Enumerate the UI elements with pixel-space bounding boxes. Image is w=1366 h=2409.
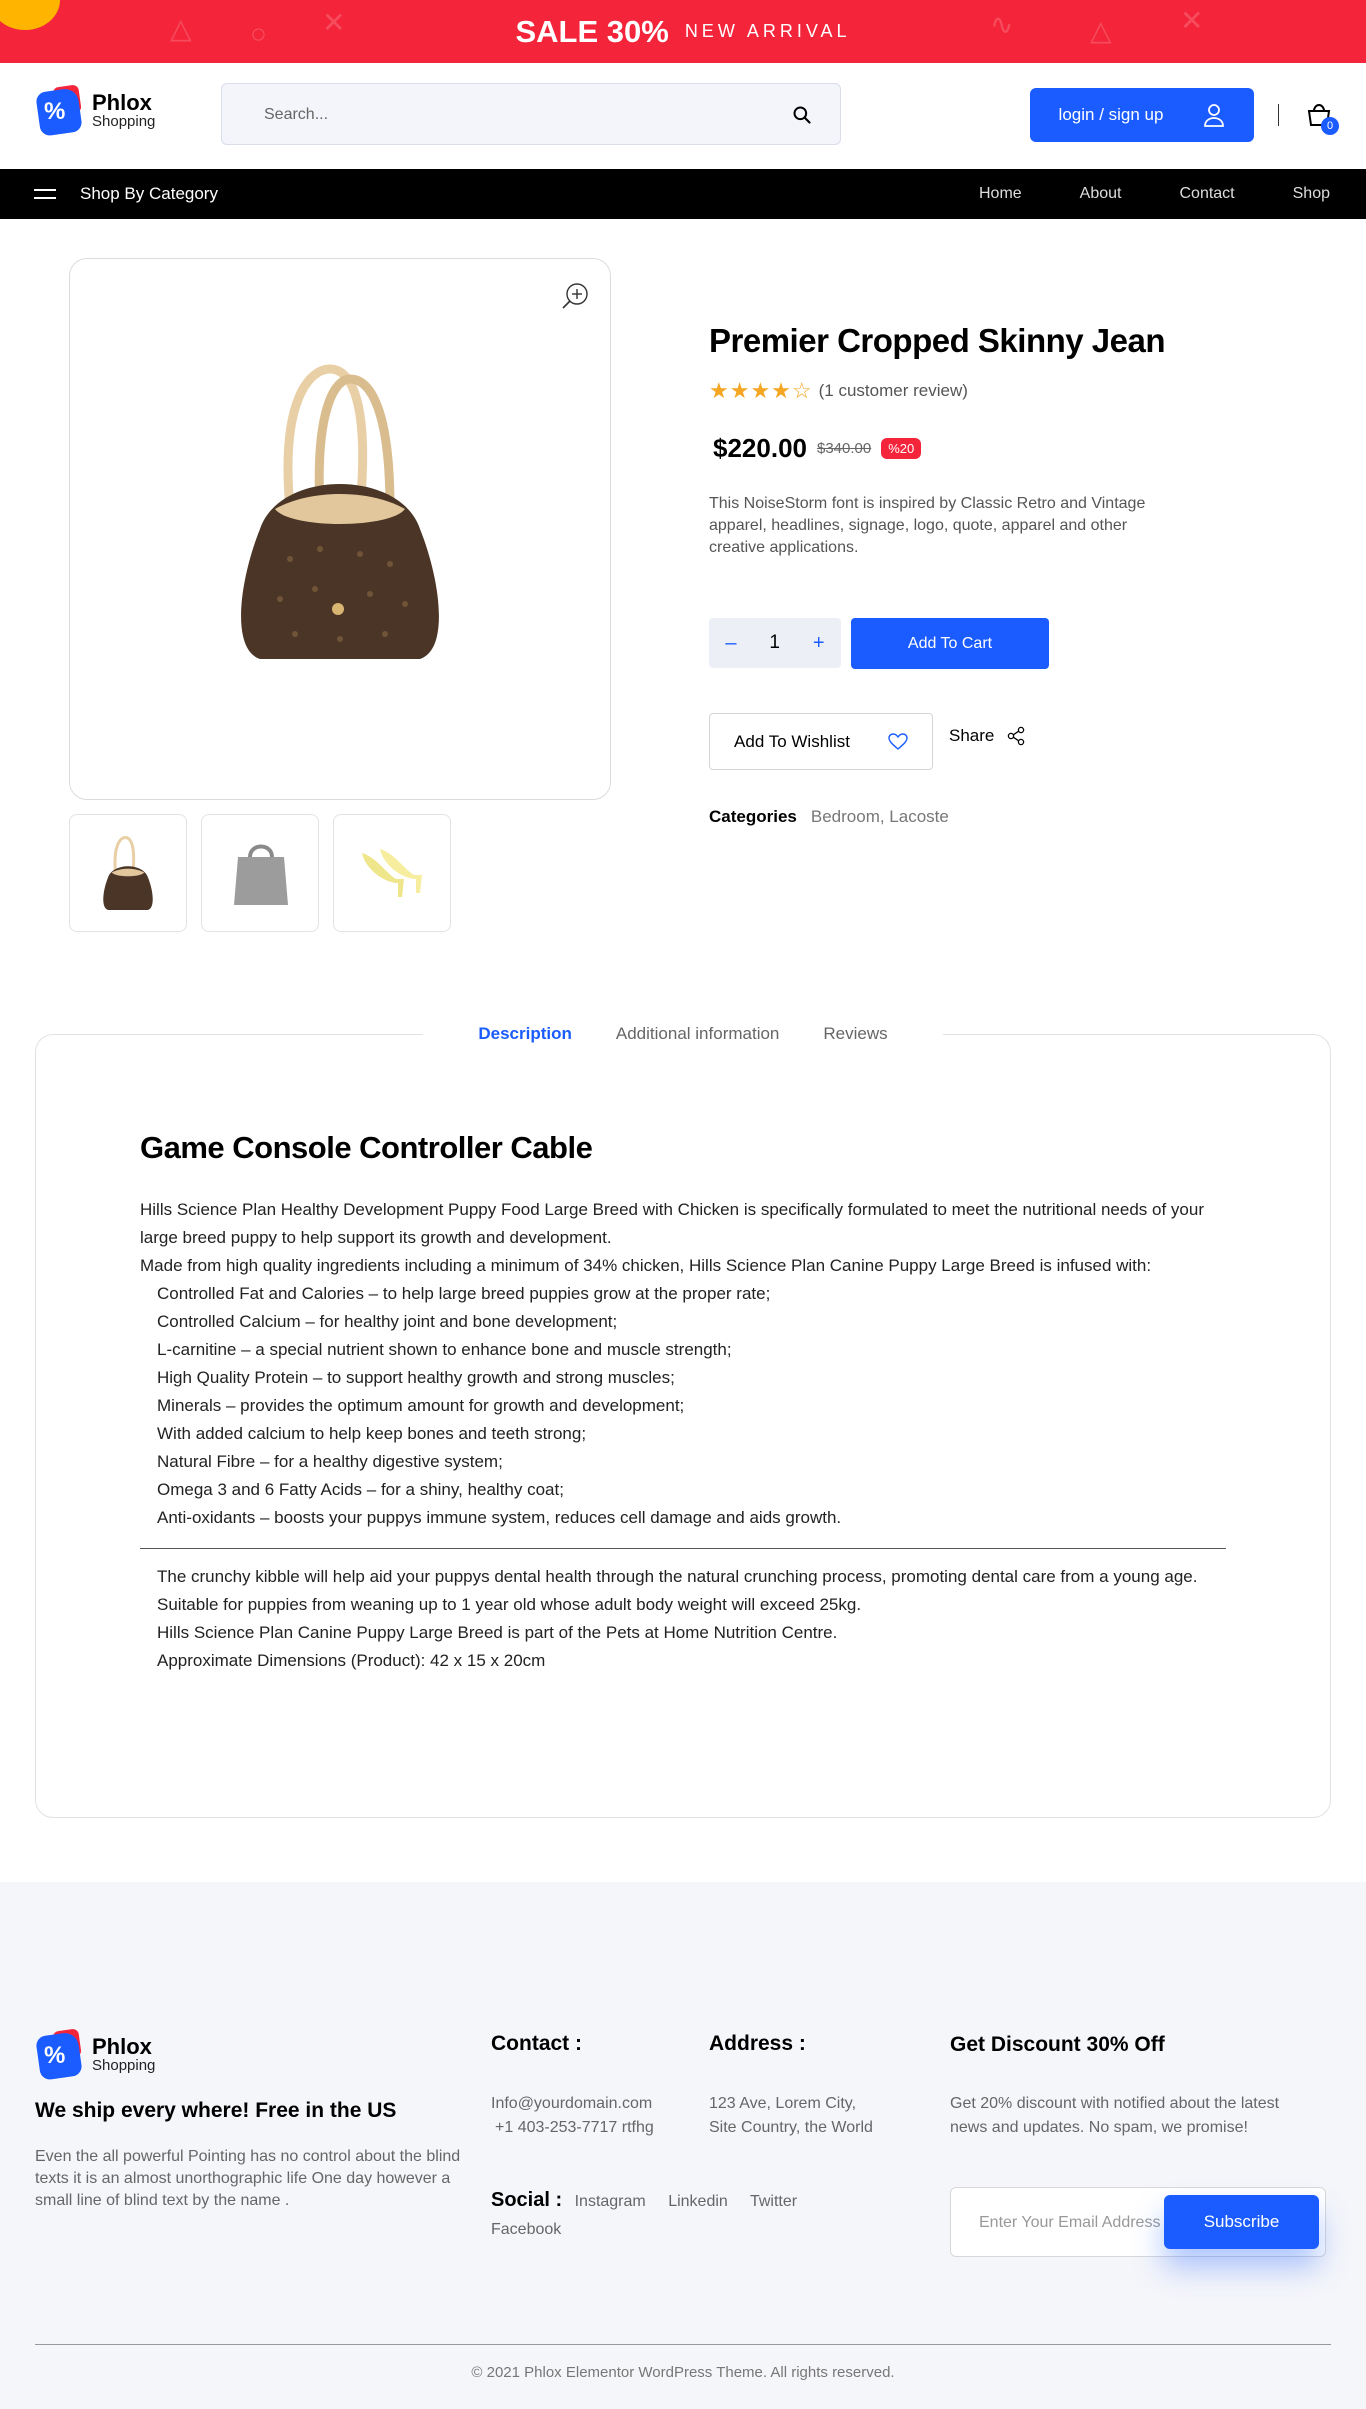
description-panel: [140, 1130, 1226, 1675]
list-item: Minerals – provides the optimum amount for growth and development;: [157, 1396, 685, 1415]
product-categories: [709, 807, 949, 827]
footer-contact-email[interactable]: Info@yourdomain.com: [491, 2095, 653, 2112]
footer-logo[interactable]: [34, 2030, 155, 2080]
footer-discount-title: Get Discount 30% Off: [950, 2033, 1165, 2056]
footer-discount-text: Get 20% discount with notified about the latest news and updates. No spam, we promise!: [950, 2095, 1280, 2136]
footer-divider: [35, 2344, 1331, 2345]
promo-deco-squiggle: ∿: [990, 9, 1014, 40]
tab-additional-information[interactable]: Additional information: [615, 1024, 780, 1043]
zoom-icon[interactable]: [560, 281, 590, 311]
product-tabs: [423, 1016, 943, 1052]
promo-deco-cross: ✕: [322, 7, 346, 38]
login-label: login / sign up: [1058, 105, 1164, 124]
description-paragraph-1: Hills Science Plan Healthy Development Puppy Food Large Breed with Chicken is specifically formulated to meet the nutritional needs of your large breed puppy to help support its growth and development.: [140, 1200, 1204, 1247]
promo-deco-circle: ○: [250, 18, 267, 49]
logo-mark-icon: %: [34, 86, 84, 136]
footer-address-title: Address :: [709, 2032, 806, 2055]
newsletter-email-input[interactable]: [979, 2212, 1179, 2234]
description-list-2: [140, 1563, 1226, 1675]
list-item: Omega 3 and 6 Fatty Acids – for a shiny, healthy coat;: [157, 1480, 564, 1499]
header-divider: [1278, 104, 1279, 126]
search-input[interactable]: [264, 102, 744, 128]
promo-banner[interactable]: [0, 0, 1366, 63]
footer-contact-title: Contact :: [491, 2032, 582, 2055]
promo-arrival: NEW ARRIVAL: [684, 21, 851, 41]
qty-minus-button[interactable]: –: [725, 631, 737, 654]
product-rating: [709, 378, 968, 404]
nav-link-about[interactable]: About: [1079, 185, 1122, 202]
thumbnail-1[interactable]: [69, 814, 187, 932]
list-item: High Quality Protein – to support healthy growth and strong muscles;: [157, 1368, 675, 1387]
current-price: $220.00: [713, 433, 807, 463]
social-link-facebook[interactable]: Facebook: [491, 2221, 562, 2238]
footer-address-line-1: 123 Ave, Lorem City,: [709, 2095, 857, 2112]
description-divider: [140, 1548, 1226, 1549]
description-list-1: [140, 1280, 1226, 1532]
nav-link-home[interactable]: Home: [978, 185, 1022, 202]
social-link-linkedin[interactable]: Linkedin: [668, 2193, 728, 2210]
heart-icon: [888, 733, 908, 751]
product-title: Premier Cropped Skinny Jean: [709, 322, 1165, 359]
tab-description[interactable]: Description: [478, 1024, 572, 1043]
list-item: Natural Fibre – for a healthy digestive system;: [157, 1452, 503, 1471]
list-item: With added calcium to help keep bones and teeth strong;: [157, 1424, 587, 1443]
review-count-link[interactable]: (1 customer review): [818, 381, 968, 400]
main-nav: [0, 169, 1366, 219]
discount-badge: %20: [881, 438, 921, 459]
cart-count-badge: 0: [1321, 117, 1339, 135]
qty-plus-button[interactable]: +: [812, 631, 825, 654]
rating-stars: ★★★★☆: [709, 378, 813, 403]
social-link-twitter[interactable]: Twitter: [749, 2193, 798, 2210]
search-icon[interactable]: [792, 105, 812, 125]
thumbnail-3[interactable]: [333, 814, 451, 932]
old-price: $340.00: [816, 440, 872, 457]
thumb-heels-image: [356, 843, 430, 903]
footer-social: [491, 2186, 831, 2244]
promo-deco-triangle-2: △: [1090, 15, 1112, 46]
logo-sub: Shopping: [92, 113, 156, 130]
add-to-cart-button[interactable]: Add To Cart: [851, 618, 1049, 669]
description-heading: Game Console Controller Cable: [140, 1130, 593, 1165]
menu-icon[interactable]: [34, 189, 56, 201]
footer-logo-mark-icon: %: [34, 2030, 84, 2080]
add-to-wishlist-button[interactable]: [709, 713, 933, 770]
share-label: Share: [949, 726, 995, 745]
newsletter-form: [950, 2187, 1326, 2257]
list-item: Controlled Fat and Calories – to help large breed puppies grow at the proper rate;: [157, 1284, 771, 1303]
tab-reviews[interactable]: Reviews: [823, 1024, 888, 1043]
nav-link-contact[interactable]: Contact: [1179, 185, 1235, 202]
list-item: Hills Science Plan Canine Puppy Large Breed is part of the Pets at Home Nutrition Centre.: [157, 1623, 838, 1642]
promo-deco-triangle: △: [170, 13, 192, 44]
nav-link-shop[interactable]: Shop: [1292, 185, 1330, 202]
footer-contact-phone[interactable]: +1 403-253-7717 rtfhg: [495, 2119, 654, 2136]
qty-value[interactable]: 1: [769, 632, 780, 653]
logo-name: Phlox: [92, 90, 152, 115]
footer-address-line-2: Site Country, the World: [709, 2119, 873, 2136]
thumb-gray-bag-image: [232, 839, 290, 909]
social-link-instagram[interactable]: Instagram: [574, 2193, 646, 2210]
shop-by-category[interactable]: Shop By Category: [80, 184, 218, 203]
list-item: Anti-oxidants – boosts your puppys immune system, reduces cell damage and aids growth.: [157, 1508, 842, 1527]
list-item: The crunchy kibble will help aid your puppys dental health through the natural crunching process, promoting dental care from a young age.: [157, 1567, 1198, 1586]
subscribe-button[interactable]: Subscribe: [1164, 2195, 1319, 2249]
header-logo[interactable]: [34, 86, 155, 136]
login-signup-button[interactable]: [1030, 88, 1254, 142]
footer-logo-name: Phlox: [92, 2034, 152, 2059]
footer-ship-title: We ship every where! Free in the US: [35, 2099, 397, 2122]
list-item: L-carnitine – a special nutrient shown to enhance bone and muscle strength;: [157, 1340, 732, 1359]
categories-label: Categories: [709, 807, 797, 826]
handbag-image: [220, 359, 460, 679]
list-item: Controlled Calcium – for healthy joint and bone development;: [157, 1312, 618, 1331]
footer-logo-sub: Shopping: [92, 2057, 156, 2074]
thumbnail-2[interactable]: [201, 814, 319, 932]
promo-sale: SALE 30%: [515, 13, 669, 49]
promo-text: [0, 0, 1366, 63]
user-icon: [1203, 103, 1225, 127]
nav-links: [921, 185, 1330, 203]
product-prices: [713, 433, 921, 464]
footer-ship-text: Even the all powerful Pointing has no control about the blind texts it is an almost unorthographic life One day however a small line of blind text by the name .: [35, 2148, 461, 2209]
quantity-stepper[interactable]: [709, 618, 841, 668]
product-main-image[interactable]: [69, 258, 611, 800]
share-icon: [1006, 726, 1026, 746]
thumb-handbag-image: [98, 835, 158, 915]
promo-deco-cross-2: ✕: [1180, 5, 1204, 36]
share-button[interactable]: [949, 726, 1026, 746]
copyright-text: © 2021 Phlox Elementor WordPress Theme. All rights reserved.: [471, 2364, 895, 2381]
social-title: Social :: [491, 2189, 563, 2211]
search-bar[interactable]: [221, 83, 841, 145]
list-item: Suitable for puppies from weaning up to 1 year old whose adult body weight will exceed 25kg.: [157, 1595, 862, 1614]
categories-value[interactable]: Bedroom, Lacoste: [810, 807, 949, 826]
description-paragraph-2: Made from high quality ingredients including a minimum of 34% chicken, Hills Science Plan Canine Puppy Large Breed is infused with:: [140, 1256, 1152, 1275]
list-item: Approximate Dimensions (Product): 42 x 15 x 20cm: [157, 1651, 546, 1670]
cart-button[interactable]: [1305, 100, 1335, 132]
product-short-description: This NoiseStorm font is inspired by Classic Retro and Vintage apparel, headlines, signage, logo, quote, apparel and other creative applications.: [709, 495, 1146, 556]
wishlist-label: Add To Wishlist: [734, 731, 850, 751]
